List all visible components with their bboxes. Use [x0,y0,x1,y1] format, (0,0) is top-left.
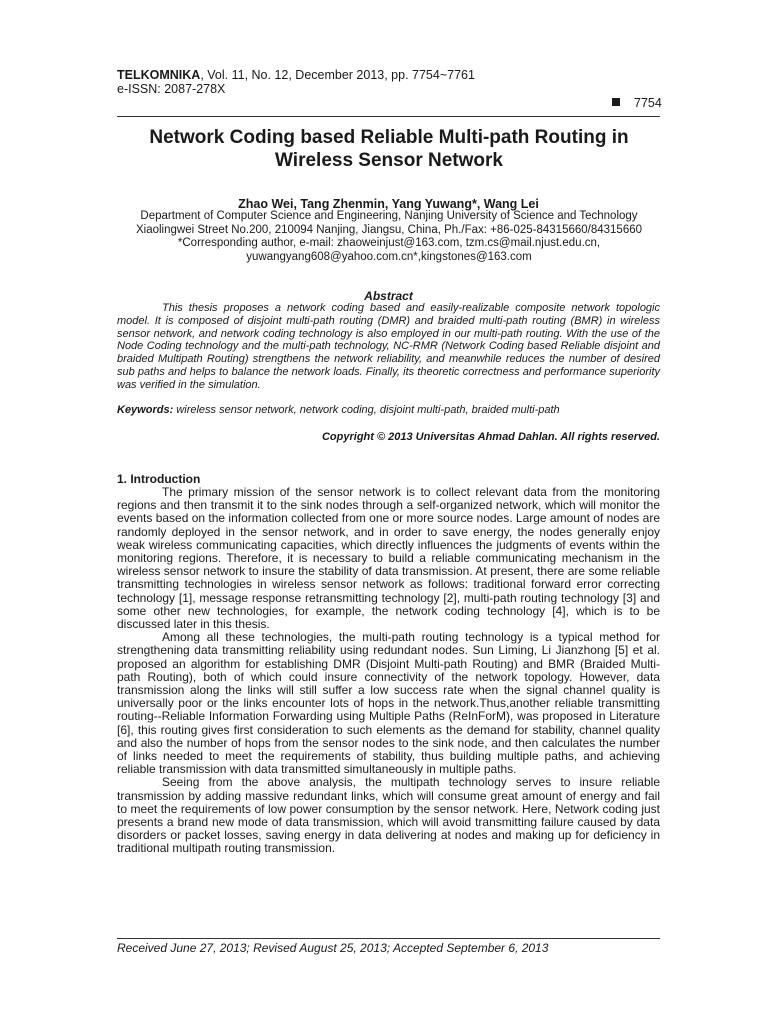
issn: e-ISSN: 2087-278X [117,82,226,96]
received-dates: Received June 27, 2013; Revised August 25, 2013; Accepted September 6, 2013 [117,941,549,955]
title-line-2: Wireless Sensor Network [275,150,503,171]
journal-name: TELKOMNIKA [117,68,201,82]
section-heading-introduction: 1. Introduction [117,472,201,486]
paragraph: Among all these technologies, the multi-path routing technology is a typical method for strengthening data transmitting reliability using redundant nodes. Sun Liming, Li Jianzhong [5] et al. proposed an algorithm for establishing DMR (Disjoint Multi-path Routing) and BMR (Braided Multi-path Routing), both of which could insure connectivity of the network topology. However, data transmission along the links will still suffer a low success rate when the signal channel quality is universally poor or the links encounter lots of hops in the network.Thus,another reliable transmitting routing--Reliable Information Forwarding using Multiple Paths (ReInForM), was proposed in Literature [6], this routing gives first consideration to such elements as the demand for stability, channel quality and also the number of hops from the sensor nodes to the sink node, and then calculates the number of links needed to meet the requirements of stability, thus building multiple paths, and achieving reliable transmission with data transmitted simultaneously in multiple paths. [117,630,660,777]
introduction-body [117,486,660,856]
abstract-text: This thesis proposes a network coding based and easily-realizable composite network topologic model. It is composed of disjoint multi-path routing (DMR) and braided multi-path routing (BMR) in wireless sensor network, and network coding technology is also employed in our multi-path routing. With the use of the Node Coding technology and the multi-path technology, NC-RMR (Network Coding based Reliable disjoint and braided Multipath Routing) strengthens the network reliability, and meanwhile reduces the number of desired sub paths and helps to balance the network loads. Finally, its theoretic correctness and performance superiority was verified in the simulation. [117,302,660,391]
keywords [117,404,660,417]
abstract-heading: Abstract [364,289,413,303]
keywords-label: Keywords: [117,404,174,416]
journal-citation [117,68,475,83]
paragraph: Seeing from the above analysis, the multipath technology serves to insure reliable transmission by adding massive redundant links, which will consume great amount of energy and fail to meet the requirements of low power consumption by the sensor network. Here, Network coding just presents a brand new mode of data transmission, which will avoid transmitting failure caused by data disorders or packet losses, saving energy in data delivering at nodes and making up for deficiency in traditional multipath routing transmission. [117,775,660,856]
affiliation-line-3: *Corresponding author, e-mail: zhaoweinjust@163.com, tzm.cs@mail.njust.edu.cn, [177,237,601,249]
title-line-1: Network Coding based Reliable Multi-path Routing in [149,127,629,148]
square-bullet-icon [612,98,620,106]
keywords-text: wireless sensor network, network coding, disjoint multi-path, braided multi-path [173,404,560,416]
authors: Zhao Wei, Tang Zhenmin, Yang Yuwang*, Wang Lei [238,197,539,211]
affiliation-line-4: yuwangyang608@yahoo.com.cn*,kingstones@163.com [246,250,532,263]
paragraph: The primary mission of the sensor network is to collect relevant data from the monitoring regions and then transmit it to the sink nodes through a self-organized network, which will monitor the events based on the information collected from one or more source nodes. Large amount of nodes are randomly deployed in the sensor network, and in order to save energy, the nodes generally enjoy weak wireless communicating capacities, which directly influences the judgments of events within the monitoring regions. Therefore, it is necessary to build a reliable communicating mechanism in the wireless sensor network to insure the stability of data transmission. At present, there are some reliable transmitting technologies in wireless sensor network as follows: traditional forward error correcting technology [1], message response retransmitting technology [2], multi-path routing technology [3] and some other new technologies, for example, the network coding technology [4], which is to be discussed later in this thesis. [117,485,660,632]
paper-title [100,126,678,172]
copyright: Copyright © 2013 Universitas Ahmad Dahlan. All rights reserved. [321,431,660,443]
citation-text: , Vol. 11, No. 12, December 2013, pp. 7754~7761 [200,68,475,82]
affiliation-line-2: Xiaolingwei Street No.200, 210094 Nanjing, Jiangsu, China, Ph./Fax: +86-025-84315660/84315660 [135,223,643,236]
header-rule [117,116,660,117]
affiliation-line-1: Department of Computer Science and Engineering, Nanjing University of Science and Technology [140,210,638,222]
page-number-text: 7754 [634,96,662,110]
footer-rule [117,938,660,939]
affiliation [100,210,678,264]
page-number [612,96,662,110]
